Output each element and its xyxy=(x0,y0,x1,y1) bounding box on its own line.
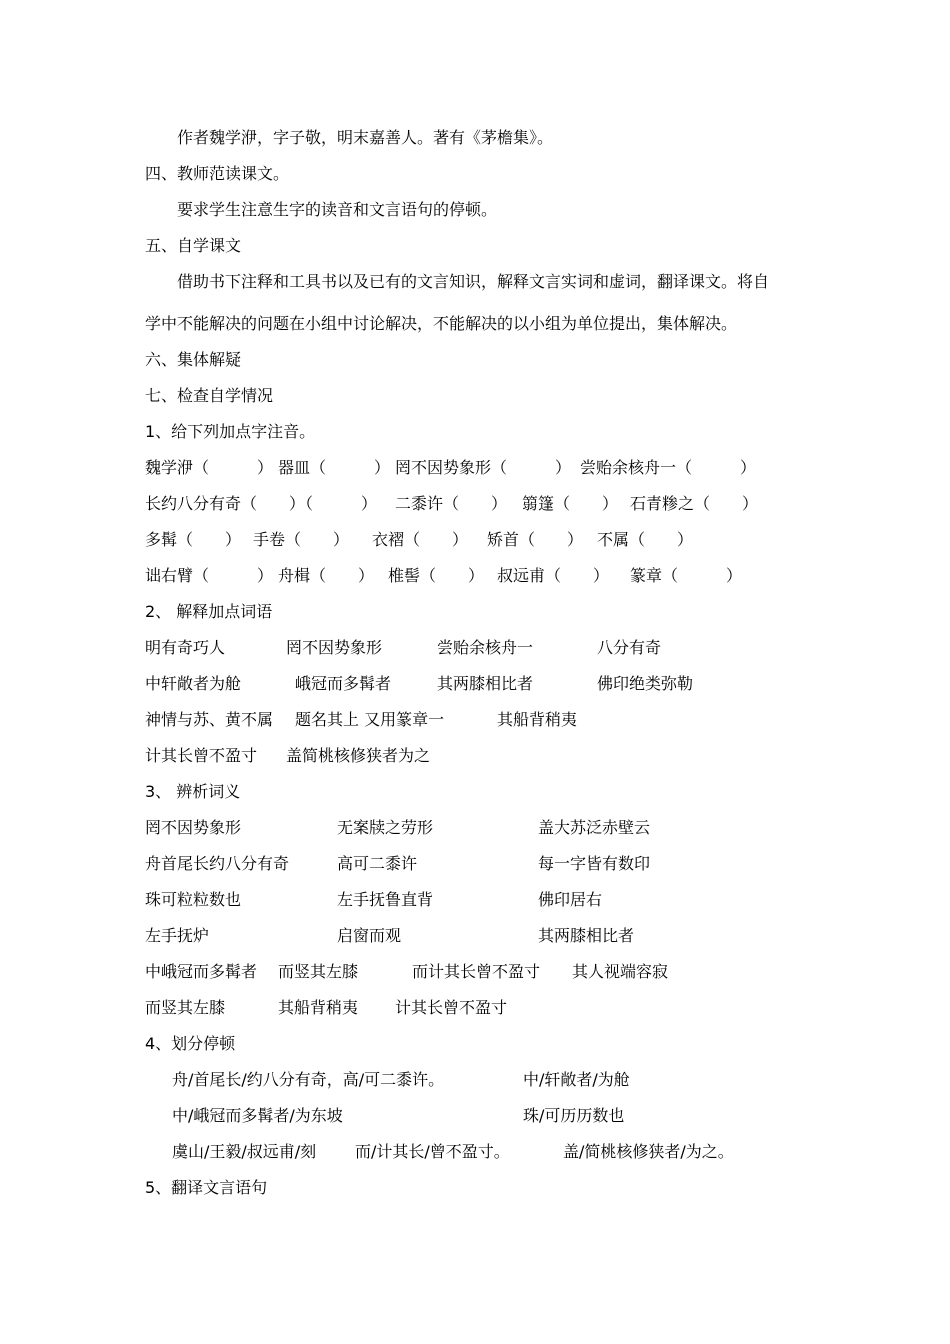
q3-title: 3、 辨析词义 xyxy=(145,782,241,801)
q1-item: 器皿（ ） xyxy=(278,458,391,477)
q3-item: 其人视端容寂 xyxy=(572,962,669,981)
q3-item: 高可二黍许 xyxy=(337,854,418,873)
q3-item: 无案牍之劳形 xyxy=(337,818,434,837)
q1-item: 魏学洢（ ） xyxy=(145,458,274,477)
q4-item: 珠/可历历数也 xyxy=(523,1106,625,1125)
q1-item: 尝贻余核舟一（ ） xyxy=(580,458,757,477)
q3-item: 其两膝相比者 xyxy=(538,926,635,945)
q2-item: 其两膝相比者 xyxy=(437,674,534,693)
section-4-body: 要求学生注意生字的读音和文言语句的停顿。 xyxy=(177,200,498,219)
q2-item: 峨冠而多髯者 xyxy=(295,674,392,693)
q2-item: 神情与苏、黄不属 xyxy=(145,710,274,729)
q1-item: 罔不因势象形（ ） xyxy=(395,458,572,477)
q1-item: 篛篷（ ） xyxy=(522,494,619,513)
q2-item: 盖简桃核修狭者为之 xyxy=(286,746,431,765)
section-5-body-line-2: 学中不能解决的问题在小组中讨论解决，不能解决的以小组为单位提出，集体解决。 xyxy=(145,314,738,333)
q2-item: 其船背稍夷 xyxy=(497,710,578,729)
section-7-title: 七、检查自学情况 xyxy=(145,386,274,405)
q4-title: 4、划分停顿 xyxy=(145,1034,236,1053)
q3-item: 而计其长曾不盈寸 xyxy=(412,962,541,981)
q3-item: 左手抚炉 xyxy=(145,926,210,945)
q3-item: 计其长曾不盈寸 xyxy=(395,998,508,1017)
q4-item: 虞山/王毅/叔远甫/刻 xyxy=(172,1142,317,1161)
q2-item: 明有奇巧人 xyxy=(145,638,226,657)
q3-item: 盖大苏泛赤壁云 xyxy=(538,818,651,837)
q3-item: 其船背稍夷 xyxy=(278,998,359,1017)
q1-item: 诎右臂（ ） xyxy=(145,566,274,585)
q2-item: 计其长曾不盈寸 xyxy=(145,746,258,765)
q5-title: 5、翻译文言语句 xyxy=(145,1178,268,1197)
q1-item: 矫首（ ） xyxy=(487,530,584,549)
q1-item: 不属（ ） xyxy=(597,530,694,549)
q1-item: 石青糁之（ ） xyxy=(630,494,759,513)
q2-item: 题名其上 又用篆章一 xyxy=(295,710,445,729)
section-5-body-line-1: 借助书下注释和工具书以及已有的文言知识，解释文言实词和虚词，翻译课文。将自 xyxy=(177,272,770,291)
author-line: 作者魏学洢，字子敬，明末嘉善人。著有《茅檐集》。 xyxy=(177,128,554,147)
q3-item: 启窗而观 xyxy=(337,926,402,945)
q3-item: 左手抚鲁直背 xyxy=(337,890,434,909)
q3-item: 中峨冠而多髯者 xyxy=(145,962,258,981)
q1-item: 篆章（ ） xyxy=(630,566,743,585)
q2-item: 尝贻余核舟一 xyxy=(437,638,534,657)
q3-item: 罔不因势象形 xyxy=(145,818,242,837)
q1-item: 叔远甫（ ） xyxy=(497,566,610,585)
q1-item: 手卷（ ） xyxy=(253,530,350,549)
section-6-title: 六、集体解疑 xyxy=(145,350,242,369)
q1-item: 二黍许（ ） xyxy=(395,494,508,513)
q4-item: 盖/简桃核修狭者/为之。 xyxy=(563,1142,734,1161)
q3-item: 而竖其左膝 xyxy=(278,962,359,981)
q3-item: 佛印居右 xyxy=(538,890,603,909)
q2-title: 2、 解释加点词语 xyxy=(145,602,273,621)
q2-item: 罔不因势象形 xyxy=(286,638,383,657)
q1-item: 椎髻（ ） xyxy=(388,566,485,585)
q3-item: 珠可粒粒数也 xyxy=(145,890,242,909)
q4-item: 而/计其长/曾不盈寸。 xyxy=(355,1142,510,1161)
q3-item: 而竖其左膝 xyxy=(145,998,226,1017)
q4-item: 中/峨冠而多髯者/为东坡 xyxy=(172,1106,343,1125)
q1-item: 衣褶（ ） xyxy=(372,530,469,549)
q2-item: 佛印绝类弥勒 xyxy=(597,674,694,693)
q1-title: 1、给下列加点字注音。 xyxy=(145,422,316,441)
q1-item: 多髯（ ） xyxy=(145,530,242,549)
section-5-title: 五、自学课文 xyxy=(145,236,242,255)
q4-item: 中/轩敞者/为舱 xyxy=(523,1070,630,1089)
q4-item: 舟/首尾长/约八分有奇，高/可二黍许。 xyxy=(172,1070,445,1089)
q2-item: 中轩敞者为舱 xyxy=(145,674,242,693)
q1-item: 长约八分有奇（ ）（ ） xyxy=(145,494,378,513)
section-4-title: 四、教师范读课文。 xyxy=(145,164,290,183)
q3-item: 每一字皆有数印 xyxy=(538,854,651,873)
q3-item: 舟首尾长约八分有奇 xyxy=(145,854,290,873)
q2-item: 八分有奇 xyxy=(597,638,662,657)
q1-item: 舟楫（ ） xyxy=(278,566,375,585)
